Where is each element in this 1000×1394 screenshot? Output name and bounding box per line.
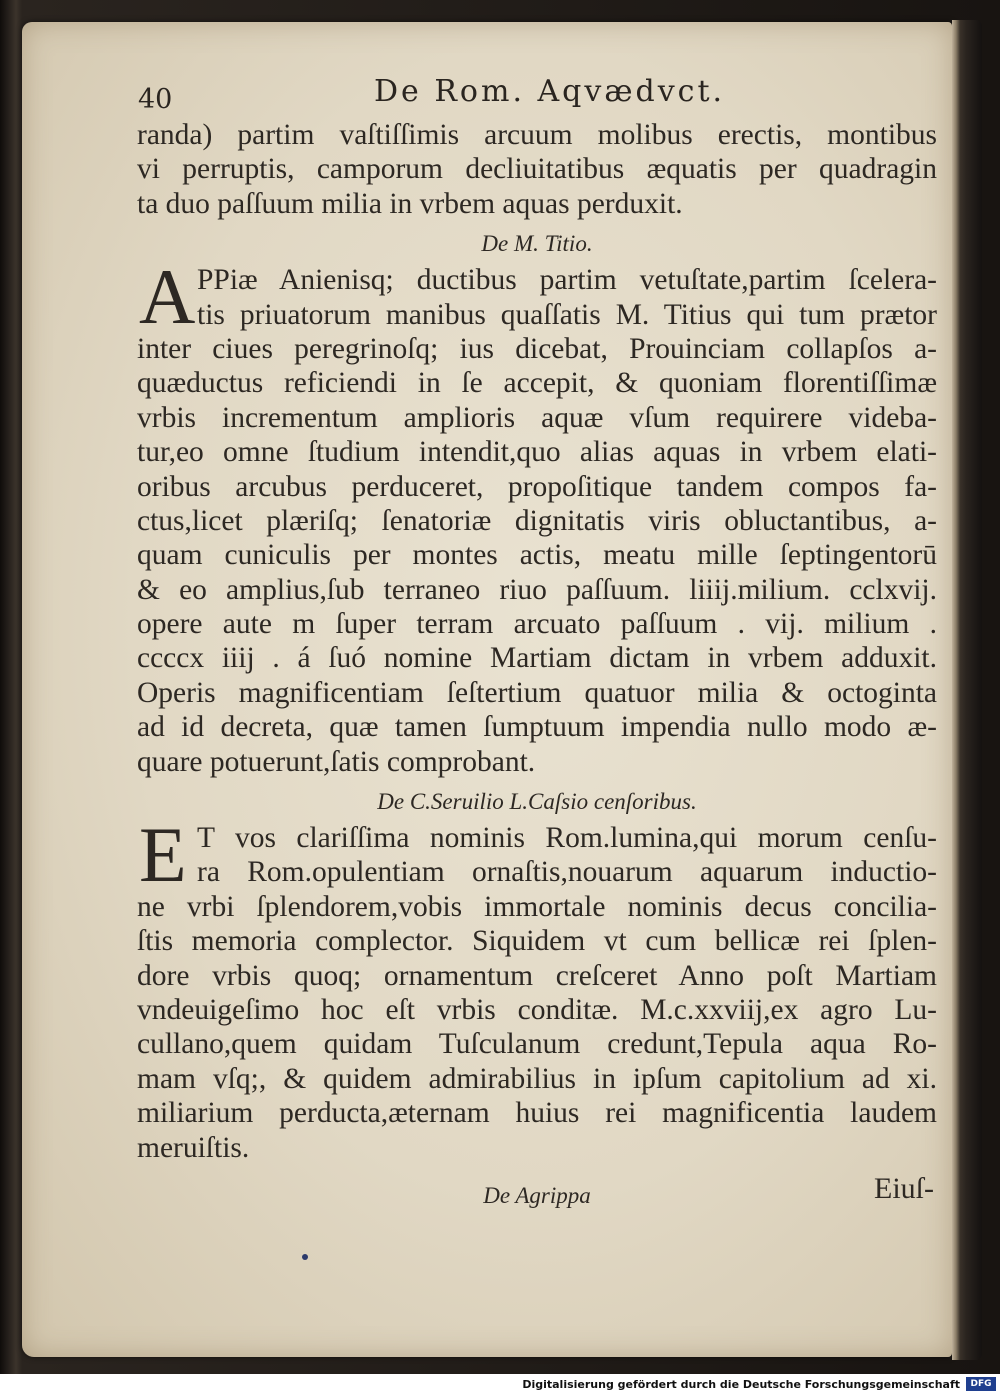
paragraph-censors	[137, 811, 937, 1165]
footer-credit: Digitalisierung gefördert durch die Deutsche Forschungsgemeinschaft	[522, 1378, 960, 1391]
section-heading-censors: De C.Seruilio L.Caſsio cenſoribus.	[377, 789, 697, 815]
text-line: T vos clariſſima nominis Rom.lumina,qui morum cenſu-	[197, 822, 937, 855]
footer-bar	[0, 1374, 1000, 1394]
dfg-logo: DFG	[966, 1377, 996, 1391]
text-line: PPiæ Anienisq; ductibus partim vetuſtate,partim ſcelera-	[197, 264, 937, 297]
text-line: randa) partim vaſtiſſimis arcuum molibus erectis, montibus	[137, 119, 937, 151]
dropcap-a: A	[139, 253, 196, 341]
page-header	[138, 72, 938, 116]
text-line: tur,eo omne ſtudium intendit,quo alias aquas in vrbem elati-	[137, 436, 937, 469]
text-line: vi perruptis, camporum decliuitatibus æquatis per quadragin	[137, 153, 937, 186]
text-line: vndeuigeſimo hoc eſt vrbis conditæ. M.c.xxviij,ex agro Lu-	[137, 993, 937, 1026]
text-line: oribus arcubus perduceret, propoſitique tandem compos fa-	[137, 470, 937, 503]
text-line: ccccx iiij . á ſuó nomine Martiam dictam in vrbem adduxit.	[137, 642, 937, 675]
paragraph-titius	[137, 253, 937, 779]
text-line: quare potuerunt,ſatis comprobant.	[137, 745, 536, 778]
section-heading-titius: De M. Titio.	[481, 231, 593, 257]
text-line: ta duo paſſuum milia in vrbem aquas perduxit.	[137, 187, 683, 220]
next-section-heading: De Agrippa	[483, 1182, 591, 1208]
text-line: tis priuatorum manibus quaſſatis M. Titius qui tum prætor	[197, 298, 937, 331]
text-line: vrbis incrementum amplioris aquæ vſum requirere videba-	[137, 401, 937, 434]
running-head: De Rom. Aqvædvct.	[374, 74, 726, 109]
text-line: miliarium perducta,æternam huius rei magnificentia laudem	[137, 1097, 937, 1130]
catchword: Eiuſ-	[874, 1172, 934, 1205]
text-line: quam cuniculis per montes actis, meatu mille ſeptingentorū	[137, 539, 937, 572]
ink-spot	[302, 1254, 308, 1260]
body-text	[137, 118, 937, 1219]
text-line: opere aute m ſuper terram arcuato paſſuum . vij. milium .	[137, 608, 937, 641]
page-number: 40	[138, 84, 173, 115]
text-line: dore vrbis quoq; ornamentum creſceret Anno poſt Martiam	[137, 959, 937, 992]
text-line: Operis magnificentiam ſeſtertium quatuor milia & octoginta	[137, 676, 937, 709]
text-line: cullano,quem quidam Tuſculanum credunt,Tepula aqua Ro-	[137, 1028, 937, 1061]
text-line: ra Rom.opulentiam ornaſtis,nouarum aquarum inductio-	[197, 856, 937, 889]
page-edge	[952, 20, 982, 1360]
text-line: inter ciues peregrinoſq; ius dicebat, Prouinciam collapſos a-	[137, 332, 937, 365]
intro-paragraph	[137, 118, 937, 221]
text-line: ad id decreta, quæ tamen ſumptuum impendia nullo modo æ-	[137, 711, 937, 744]
text-line: ne vrbi ſplendorem,vobis immortale nominis decus concilia-	[137, 890, 937, 923]
text-line: ſtis memoria complector. Siquidem vt cum bellicæ rei ſplen-	[137, 925, 937, 958]
text-line: ctus,licet plæriſq; ſenatoriæ dignitatis viris obluctantibus, a-	[137, 504, 937, 537]
text-line: meruiſtis.	[137, 1131, 250, 1164]
dropcap-e: E	[139, 811, 187, 899]
text-line: mam vſq;, & quidem admirabilius in ipſum capitolium ad xi.	[137, 1062, 937, 1095]
text-line: & eo amplius,ſub terraneo riuo paſſuum. liiij.milium. cclxvij.	[137, 573, 937, 606]
text-line: quæductus reficiendi in ſe accepit, & quoniam florentiſſimæ	[137, 367, 937, 400]
